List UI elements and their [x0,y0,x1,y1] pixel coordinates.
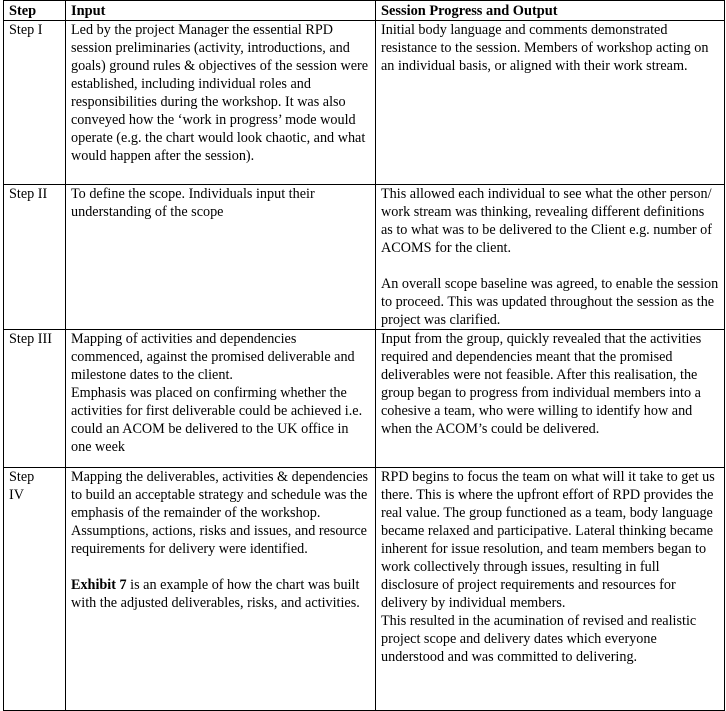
table-row [4,185,725,330]
table-row [4,21,725,185]
output-paragraph: This allowed each individual to see what the other person/ work stream was thinking, revealing different definitions as to what was to be delivered to the Client e.g. number of ACOMS for the client. [381,186,712,256]
input-cell: To define the scope. Individuals input their understanding of the scope [66,185,376,330]
input-paragraph: Emphasis was placed on confirming whether the activities for first deliverable could be achieved i.e. could an ACOM be delivered to the UK office in one week [71,385,363,455]
rpd-steps-table [3,0,725,711]
table-header-row [4,1,725,21]
step-label: Step I [4,21,66,185]
input-paragraph: Mapping of activities and dependencies commenced, against the promised deliverable and milestone dates to the client. [71,331,355,383]
output-cell: Initial body language and comments demonstrated resistance to the session. Members of workshop acting on an individual basis, or aligned with their work stream. [376,21,725,185]
step-label: Step IV [4,468,66,711]
header-input: Input [66,1,376,21]
input-paragraph: Mapping the deliverables, activities & dependencies to build an acceptable strategy and schedule was the emphasis of the remainder of the workshop. Assumptions, actions, risks and issues, and resource requirements for delivery were identified. [71,469,369,557]
header-step: Step [4,1,66,21]
header-output: Session Progress and Output [376,1,725,21]
table-row [4,468,725,711]
output-paragraph: RPD begins to focus the team on what will it take to get us there. This is where the upfront effort of RPD provides the real value. The group functioned as a team, body language became relaxed and participative. Lateral thinking became inherent for issue resolution, and team members began to work collectively through issues, resulting in full disclosure of project requirements and resources for delivery by individual members. [381,469,715,611]
step-label: Step III [4,330,66,468]
output-cell [376,468,725,711]
output-cell [376,185,725,330]
output-cell: Input from the group, quickly revealed that the activities required and dependencies meant that the promised deliverables were not feasible. After this realisation, the group began to progress from individual members into a cohesive a team, who were willing to identify how and when the ACOM’s could be delivered. [376,330,725,468]
input-paragraph: Exhibit 7 is an example of how the chart was built with the adjusted deliverables, risks, and activities. [71,577,360,611]
input-cell [66,330,376,468]
output-paragraph: An overall scope baseline was agreed, to enable the session to proceed. This was updated throughout the session as the project was clarified. [381,276,719,328]
input-cell: Led by the project Manager the essential RPD session preliminaries (activity, introductions, and goals) ground rules & objectives of the session were established, including individual roles and responsibilities during the workshop. It was also conveyed how the ‘work in progress’ mode would operate (e.g. the chart would look chaotic, and what would happen after the session). [66,21,376,185]
input-cell [66,468,376,711]
output-paragraph: This resulted in the acumination of revised and realistic project scope and delivery dates which everyone understood and was committed to delivering. [381,613,697,665]
step-label: Step II [4,185,66,330]
exhibit-reference: Exhibit 7 [71,577,127,593]
table-row [4,330,725,468]
